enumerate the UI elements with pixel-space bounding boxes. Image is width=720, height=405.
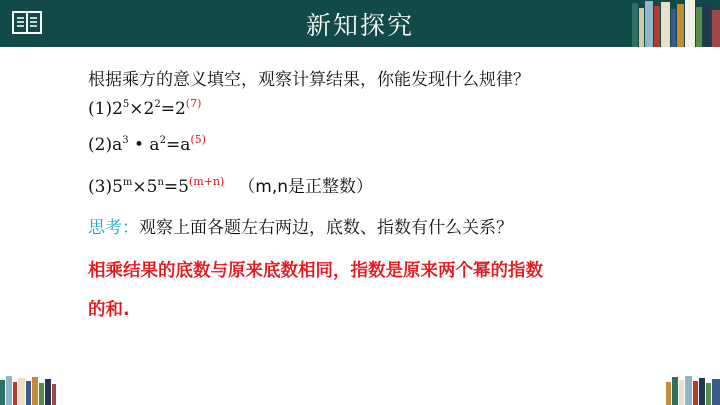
conclusion-line-2: 的和. xyxy=(88,300,130,320)
exercise-3-answer: (m+n) xyxy=(188,175,225,188)
bookshelf-top-decoration xyxy=(632,0,720,47)
exercise-3-exp1: m xyxy=(122,177,133,188)
exercise-3-mid: ×5 xyxy=(132,177,158,197)
exercise-2-eq: =a xyxy=(165,135,191,155)
think-prompt xyxy=(88,213,513,238)
think-label: 思考： xyxy=(88,218,139,238)
exercise-3-prefix: (3)5 xyxy=(88,177,123,197)
exercise-3 xyxy=(88,172,373,197)
bookshelf-bottom-right-decoration xyxy=(666,376,720,405)
exercise-1-exp1: 5 xyxy=(122,99,130,110)
exercise-1-prefix: (1)2 xyxy=(88,99,123,119)
exercise-2-exp1: 3 xyxy=(122,135,129,146)
exercise-2-mid: • a xyxy=(128,135,160,155)
conclusion-line-1: 相乘结果的底数与原来底数相同，指数是原来两个幂的指数 xyxy=(88,261,543,281)
exercise-3-eq: =5 xyxy=(163,177,189,197)
exercise-2-answer: (5) xyxy=(190,133,206,146)
header-bar xyxy=(0,0,720,47)
exercise-2 xyxy=(88,133,206,155)
exercise-3-note: （m,n是正整数） xyxy=(238,177,374,197)
bookshelf-bottom-left-decoration xyxy=(0,376,56,405)
exercise-1-exp2: 2 xyxy=(154,99,161,110)
question-text: 根据乘方的意义填空，观察计算结果，你能发现什么规律？ xyxy=(88,70,530,90)
exercise-2-exp2: 2 xyxy=(159,135,166,146)
exercise-2-prefix: (2)a xyxy=(88,135,123,155)
exercise-1-answer: (7) xyxy=(185,97,202,110)
exercise-1-mid: ×2 xyxy=(129,99,155,119)
exercise-1-eq: =2 xyxy=(160,99,186,119)
exercise-3-exp2: n xyxy=(157,177,164,188)
page-title: 新知探究 xyxy=(305,11,414,40)
exercise-1 xyxy=(88,97,201,119)
think-text: 观察上面各题左右两边，底数、指数有什么关系？ xyxy=(139,218,513,238)
